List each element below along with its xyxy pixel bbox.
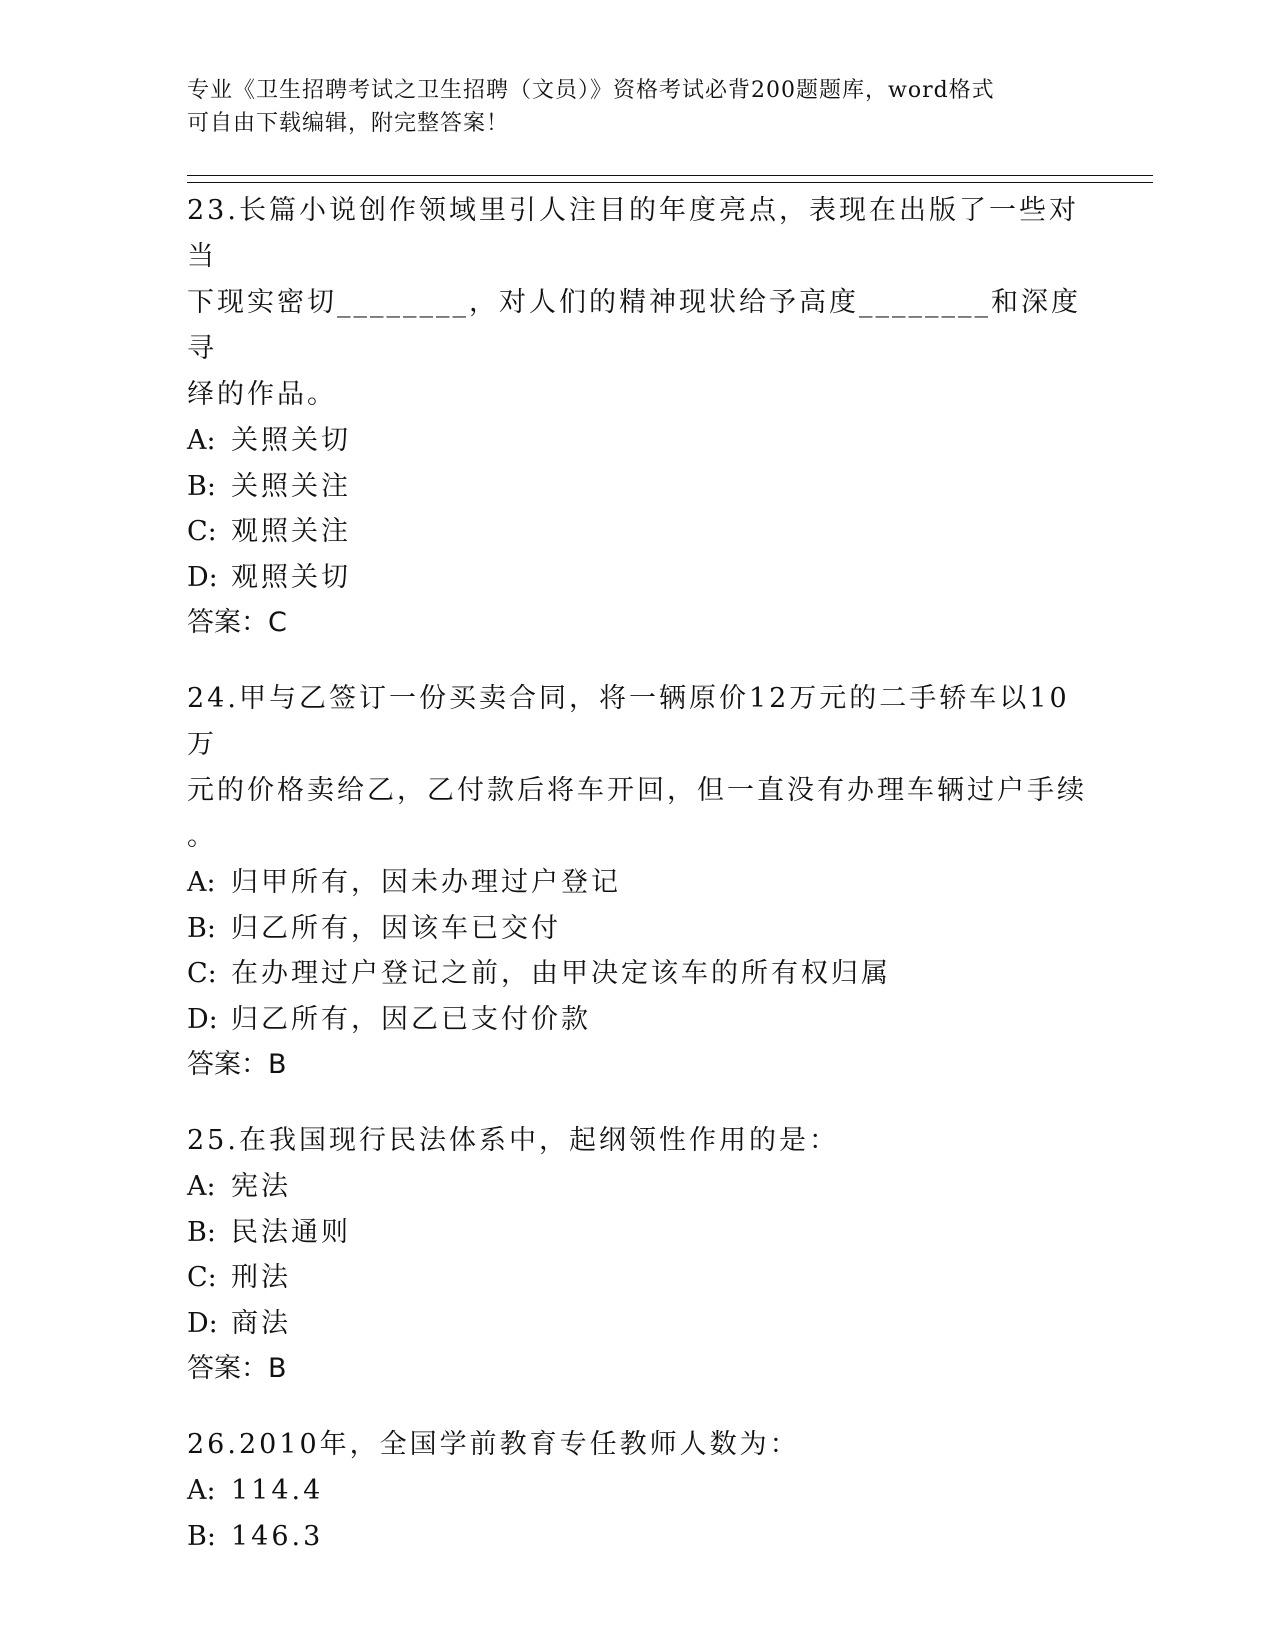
answer-label: 答案：C bbox=[187, 607, 287, 638]
option-letter: D: bbox=[187, 1307, 218, 1339]
question-23 bbox=[187, 188, 1087, 646]
stem-line: 23.长篇小说创作领域里引人注目的年度亮点，表现在出版了一些对当 bbox=[187, 195, 1079, 272]
question-stem bbox=[187, 676, 1087, 860]
stem-line: 下现实密切________，对人们的精神现状给予高度________和深度寻 bbox=[187, 287, 1081, 364]
option-d bbox=[187, 997, 1087, 1043]
option-text: 宪法 bbox=[231, 1171, 291, 1202]
option-text: 民法通则 bbox=[231, 1216, 351, 1248]
option-b bbox=[187, 1210, 1087, 1256]
option-text: 归甲所有，因未办理过户登记 bbox=[231, 867, 621, 898]
option-b bbox=[187, 906, 1087, 952]
option-letter: B: bbox=[187, 1216, 216, 1248]
option-text: 观照关切 bbox=[231, 561, 351, 593]
option-text: 归乙所有，因该车已交付 bbox=[231, 912, 561, 944]
header-line-2: 可自由下载编辑，附完整答案！ bbox=[187, 111, 510, 136]
option-letter: B: bbox=[187, 470, 216, 502]
option-a bbox=[187, 860, 1087, 906]
option-letter: A: bbox=[187, 1171, 216, 1202]
question-25 bbox=[187, 1118, 1087, 1392]
option-text: 在办理过户登记之前，由甲决定该车的所有权归属 bbox=[231, 958, 891, 989]
option-a bbox=[187, 1164, 1087, 1210]
question-list bbox=[187, 188, 1087, 1589]
option-text: 商法 bbox=[231, 1307, 291, 1339]
option-text: 观照关注 bbox=[231, 516, 351, 547]
header-divider-bottom bbox=[187, 182, 1153, 183]
option-letter: A: bbox=[187, 867, 216, 898]
option-letter: C: bbox=[187, 958, 217, 989]
answer-label: 答案：B bbox=[187, 1049, 287, 1080]
option-letter: C: bbox=[187, 1262, 217, 1293]
option-text: 关照关切 bbox=[231, 425, 351, 456]
option-c bbox=[187, 509, 1087, 555]
option-b bbox=[187, 1514, 1087, 1560]
document-header bbox=[187, 74, 1067, 140]
question-stem bbox=[187, 1118, 1087, 1164]
question-stem bbox=[187, 1422, 1087, 1468]
option-b bbox=[187, 464, 1087, 510]
option-letter: D: bbox=[187, 1003, 218, 1035]
option-text: 归乙所有，因乙已支付价款 bbox=[231, 1003, 591, 1035]
stem-line: 25.在我国现行民法体系中，起纲领性作用的是： bbox=[187, 1125, 839, 1156]
question-stem bbox=[187, 188, 1087, 418]
stem-line: 元的价格卖给乙，乙付款后将车开回，但一直没有办理车辆过户手续 bbox=[187, 775, 1087, 806]
option-c bbox=[187, 1255, 1087, 1301]
option-text: 146.3 bbox=[231, 1520, 324, 1552]
option-letter: D: bbox=[187, 561, 218, 593]
option-letter: B: bbox=[187, 912, 216, 944]
stem-line: 24.甲与乙签订一份买卖合同，将一辆原价12万元的二手轿车以10万 bbox=[187, 683, 1070, 760]
option-a bbox=[187, 1468, 1087, 1514]
option-c bbox=[187, 951, 1087, 997]
option-text: 关照关注 bbox=[231, 470, 351, 502]
option-d bbox=[187, 555, 1087, 601]
stem-line: 。 bbox=[187, 821, 217, 852]
stem-line: 26.2010年，全国学前教育专任教师人数为： bbox=[187, 1429, 800, 1460]
header-line-1: 专业《卫生招聘考试之卫生招聘（文员）》资格考试必背200题题库，word格式 bbox=[187, 78, 995, 103]
question-26 bbox=[187, 1422, 1087, 1559]
option-text: 114.4 bbox=[231, 1475, 324, 1506]
option-letter: B: bbox=[187, 1520, 216, 1552]
question-24 bbox=[187, 676, 1087, 1088]
option-letter: C: bbox=[187, 516, 217, 547]
option-letter: A: bbox=[187, 1475, 216, 1506]
option-text: 刑法 bbox=[231, 1262, 291, 1293]
option-a bbox=[187, 418, 1087, 464]
option-d bbox=[187, 1301, 1087, 1347]
option-letter: A: bbox=[187, 425, 216, 456]
answer-label: 答案：B bbox=[187, 1353, 287, 1384]
stem-line: 绎的作品。 bbox=[187, 379, 337, 410]
header-divider-top bbox=[187, 175, 1153, 176]
